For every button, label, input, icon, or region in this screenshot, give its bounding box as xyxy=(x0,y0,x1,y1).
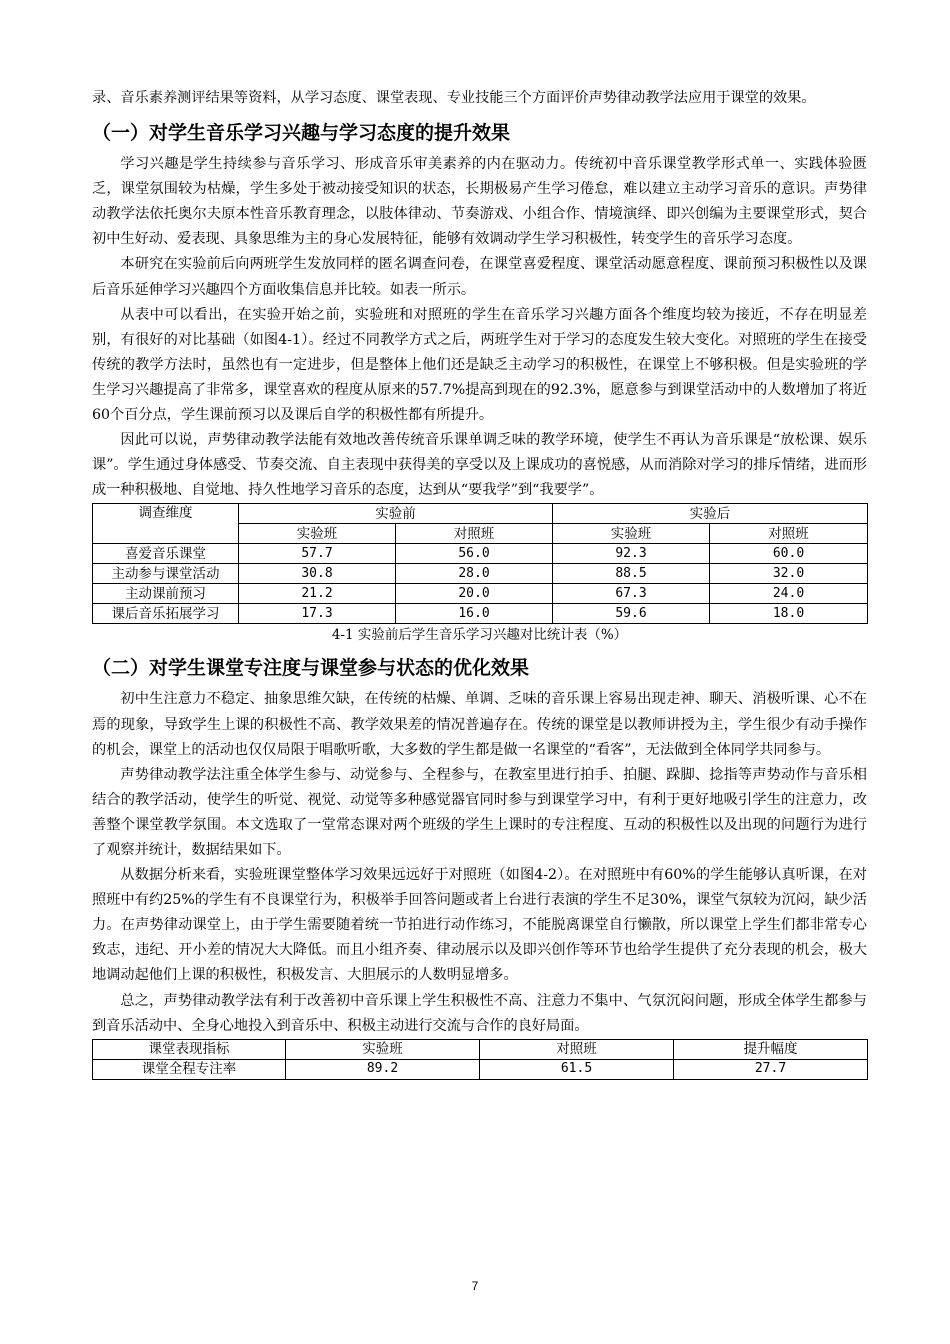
table-subheader: 对照班 xyxy=(396,524,553,544)
table-cell: 88.5 xyxy=(553,564,710,584)
table-header-before: 实验前 xyxy=(239,504,553,524)
table-header: 实验班 xyxy=(286,1039,480,1059)
paragraph: 从表中可以看出，在实验开始之前，实验班和对照班的学生在音乐学习兴趣方面各个维度均较为接近，不存在明显差别，有很好的对比基础（如图4-1）。经过不同教学方式之后，两班学生对于学习的态度发生较大变化。对照班的学生在接受传统的教学方法时，虽然也有一定进步，但是整体上他们还是缺乏主动学习的积极性，在课堂上不够积极。但是实验班的学生学习兴趣提高了非常多，课堂喜欢的程度从原来的57.7%提高到现在的92.3%，愿意参与到课堂活动中的人数增加了将近60个百分点，学生课前预习以及课后自学的积极性都有所提升。 xyxy=(92,306,867,424)
paragraph: 因此可以说，声势律动教学法能有效地改善传统音乐课单调乏味的教学环境，使学生不再认为音乐课是“放松课、娱乐课”。学生通过身体感受、节奏交流、自主表现中获得美的享受以及上课成功的喜悦感，从而消除对学习的排斥情绪，进而形成一种积极地、自觉地、持久性地学习音乐的态度，达到从“要我学”到“我要学”。 xyxy=(92,432,867,499)
table-cell: 30.8 xyxy=(239,564,396,584)
paragraph: 本研究在实验前后向两班学生发放同样的匿名调查问卷，在课堂喜爱程度、课堂活动愿意程度、课前预习积极性以及课后音乐延伸学习兴趣四个方面收集信息并比较。如表一所示。 xyxy=(92,256,867,298)
table-cell: 21.2 xyxy=(239,584,396,604)
intro-paragraph: 录、音乐素养测评结果等资料，从学习态度、课堂表现、专业技能三个方面评价声势律动教学法应用于课堂的效果。 xyxy=(92,90,816,106)
table-subheader: 实验班 xyxy=(553,524,710,544)
table-cell: 18.0 xyxy=(710,604,868,624)
table-cell-label: 课堂全程专注率 xyxy=(93,1059,286,1079)
page-number: 7 xyxy=(471,1279,479,1293)
table-cell: 61.5 xyxy=(480,1059,674,1079)
table-cell: 20.0 xyxy=(396,584,553,604)
table-cell-label: 课后音乐拓展学习 xyxy=(93,604,239,624)
table-subheader: 实验班 xyxy=(239,524,396,544)
table-cell: 60.0 xyxy=(710,544,868,564)
table-cell-label: 主动参与课堂活动 xyxy=(93,564,239,584)
table-cell: 67.3 xyxy=(553,584,710,604)
classroom-performance-table xyxy=(92,1039,868,1080)
table-row xyxy=(93,1059,868,1079)
table-row xyxy=(93,584,868,604)
table-row xyxy=(93,544,868,564)
paragraph: 总之，声势律动教学法有利于改善初中音乐课上学生积极性不高、注意力不集中、气氛沉闷问题，形成全体学生都参与到音乐活动中、全身心地投入到音乐中、积极主动进行交流与合作的良好局面。 xyxy=(92,992,867,1034)
table-cell-label: 主动课前预习 xyxy=(93,584,239,604)
table-header: 提升幅度 xyxy=(674,1039,868,1059)
table-cell-label: 喜爱音乐课堂 xyxy=(93,544,239,564)
table-row xyxy=(93,564,868,584)
table-cell: 17.3 xyxy=(239,604,396,624)
table-cell: 16.0 xyxy=(396,604,553,624)
table-cell: 28.0 xyxy=(396,564,553,584)
table-header: 课堂表现指标 xyxy=(93,1039,286,1059)
paragraph: 初中生注意力不稳定、抽象思维欠缺，在传统的枯燥、单调、乏味的音乐课上容易出现走神、聊天、消极听课、心不在焉的现象，导致学生上课的积极性不高、教学效果差的情况普遍存在。传统的课堂是以教师讲授为主，学生很少有动手操作的机会，课堂上的活动也仅仅局限于唱歌听歌，大多数的学生都是做一名课堂的“看客”，无法做到全体同学共同参与。 xyxy=(92,691,867,758)
paragraph: 从数据分析来看，实验班课堂整体学习效果远远好于对照班（如图4-2）。在对照班中有60%的学生能够认真听课，在对照班中有约25%的学生有不良课堂行为，积极举手回答问题或者上台进行表演的学生不足30%，课堂气氛较为沉闷，缺少活力。在声势律动课堂上，由于学生需要随着统一节拍进行动作练习，不能脱离课堂自行懒散，所以课堂上学生们都非常专心致志，违纪、开小差的情况大大降低。而且小组齐奏、律动展示以及即兴创作等环节也给学生提供了充分表现的机会，极大地调动起他们上课的积极性，积极发言、大胆展示的人数明显增多。 xyxy=(92,867,867,984)
table-row xyxy=(93,604,868,624)
table-cell: 89.2 xyxy=(286,1059,480,1079)
paragraph: 学习兴趣是学生持续参与音乐学习、形成音乐审美素养的内在驱动力。传统初中音乐课堂教学形式单一、实践体验匮乏，课堂氛围较为枯燥，学生多处于被动接受知识的状态，长期极易产生学习倦怠，难以建立主动学习音乐的意识。声势律动教学法依托奥尔夫原本性音乐教育理念，以肢体律动、节奏游戏、小组合作、情境演绎、即兴创编为主要课堂形式，契合初中生好动、爱表现、具象思维为主的身心发展特征，能够有效调动学生学习积极性，转变学生的音乐学习态度。 xyxy=(92,156,867,248)
table-header: 对照班 xyxy=(480,1039,674,1059)
table-cell: 57.7 xyxy=(239,544,396,564)
paragraph: 声势律动教学法注重全体学生参与、动觉参与、全程参与，在教室里进行拍手、拍腿、跺脚、捻指等声势动作与音乐相结合的教学活动，使学生的听觉、视觉、动觉等多种感觉器官同时参与到课堂学习中，有利于更好地吸引学生的注意力，改善整个课堂教学氛围。本文选取了一堂常态课对两个班级的学生上课时的专注程度、互动的积极性以及出现的问题行为进行了观察并统计，数据结果如下。 xyxy=(92,766,867,858)
table-header-after: 实验后 xyxy=(553,504,868,524)
table-cell: 27.7 xyxy=(674,1059,868,1079)
table-cell: 59.6 xyxy=(553,604,710,624)
table-cell: 56.0 xyxy=(396,544,553,564)
table-header-dimension: 调查维度 xyxy=(93,504,239,544)
table-cell: 32.0 xyxy=(710,564,868,584)
table-cell: 92.3 xyxy=(553,544,710,564)
document-page xyxy=(92,86,867,1080)
table-caption: 4-1 实验前后学生音乐学习兴趣对比统计表（%） xyxy=(331,627,628,644)
interest-comparison-table xyxy=(92,503,868,624)
table-subheader: 对照班 xyxy=(710,524,868,544)
section-heading-2: （二）对学生课堂专注度与课堂参与状态的优化效果 xyxy=(92,657,530,680)
table-cell: 24.0 xyxy=(710,584,868,604)
section-heading-1: （一）对学生音乐学习兴趣与学习态度的提升效果 xyxy=(92,122,511,145)
